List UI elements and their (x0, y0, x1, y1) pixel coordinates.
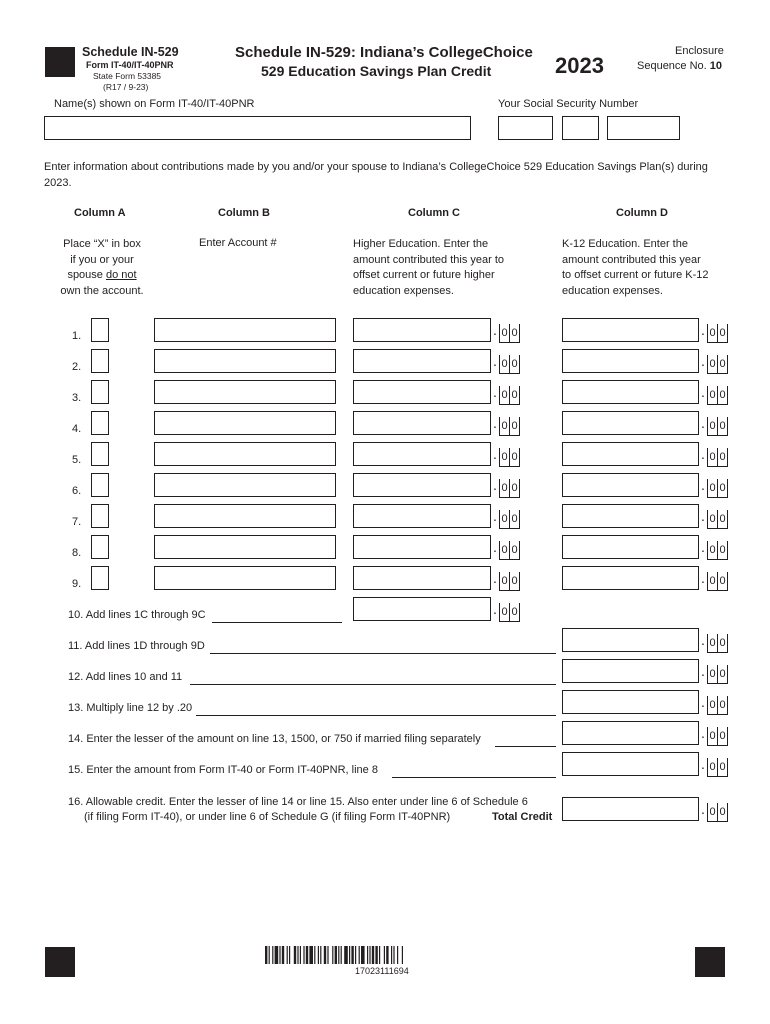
cents-digit: 0 (717, 572, 728, 591)
cents-digit: 0 (509, 479, 520, 498)
column-a-checkbox[interactable] (91, 442, 109, 466)
column-d-amount-input[interactable] (562, 380, 699, 404)
decimal-point: . (493, 415, 497, 431)
barcode-bar (393, 946, 394, 964)
barcode-bars (265, 946, 505, 964)
line-14-cents: . 0 0 (699, 721, 728, 745)
line-11-label: 11. Add lines 1D through 9D (68, 640, 205, 652)
row-number: 4. (72, 423, 82, 435)
cents-digit: 0 (509, 417, 520, 436)
line-11-cents: . 0 0 (699, 628, 728, 652)
line-13-cents: . 0 0 (699, 690, 728, 714)
cents-digit: 0 (509, 386, 520, 405)
cents-digit: 0 (717, 355, 728, 374)
row-number: 2. (72, 361, 82, 373)
cents-digit: 0 (509, 510, 520, 529)
column-b-account-input[interactable] (154, 504, 336, 528)
barcode-bar (391, 946, 392, 964)
sequence-number: 10 (709, 60, 723, 72)
barcode-bar (397, 946, 398, 964)
cents-digit: 0 (499, 417, 509, 436)
ssn-input-part2[interactable] (562, 116, 599, 140)
line-15-label: 15. Enter the amount from Form IT-40 or Form IT-40PNR, line 8 (68, 764, 378, 776)
line-10-leader (212, 622, 342, 623)
tax-year: 2023 (555, 53, 604, 78)
column-d-cents (699, 504, 728, 528)
registration-mark-top-left (45, 47, 75, 77)
column-b-account-input[interactable] (154, 442, 336, 466)
cents-digit: 0 (717, 479, 728, 498)
barcode-bar (341, 946, 342, 964)
row-number: 6. (72, 485, 82, 497)
line-10-cents: . 0 0 (491, 597, 520, 621)
cents-digit: 0 (707, 479, 717, 498)
names-input[interactable] (44, 116, 471, 140)
page-title-line1: Schedule IN-529: Indiana’s CollegeChoice (235, 44, 533, 61)
cents-digit: 0 (707, 572, 717, 591)
line-10-input[interactable] (353, 597, 491, 621)
column-c-description: Higher Education. Enter the amount contributed this year to offset current or future higher education expenses. (353, 238, 505, 297)
barcode-bar (314, 946, 315, 964)
barcode-bar (303, 946, 304, 964)
cents-digit: 0 (707, 448, 717, 467)
cents-digit: 0 (707, 417, 717, 436)
column-a-checkbox[interactable] (91, 473, 109, 497)
barcode-bar (282, 946, 284, 964)
barcode-bar (349, 946, 350, 964)
column-d-amount-input[interactable] (562, 318, 699, 342)
decimal-point: . (493, 384, 497, 400)
line-13-label: 13. Multiply line 12 by .20 (68, 702, 193, 714)
row-number: 3. (72, 392, 82, 404)
cents-digit: 0 (499, 448, 509, 467)
cents-digit: 0 (707, 324, 717, 343)
barcode-bar (297, 946, 298, 964)
sequence-label: Sequence No. 10 (637, 60, 723, 72)
barcode-bar (335, 946, 337, 964)
column-b-account-input[interactable] (154, 349, 336, 373)
line-16-label-cont: (if filing Form IT-40), or under line 6 of Schedule G (if filing Form IT-40PNR) (84, 811, 451, 823)
barcode-bar (355, 946, 356, 964)
line-16-input[interactable] (562, 797, 699, 821)
barcode-bar (272, 946, 273, 964)
column-d-amount-input[interactable] (562, 504, 699, 528)
barcode-bar (386, 946, 388, 964)
line-12-label: 12. Add lines 10 and 11 (68, 671, 183, 683)
line-12-cents: . 0 0 (699, 659, 728, 683)
column-d-amount-input[interactable] (562, 349, 699, 373)
column-d-cents (699, 349, 728, 373)
row-number: 9. (72, 578, 82, 590)
decimal-point: . (701, 322, 705, 338)
column-d-amount-input[interactable] (562, 535, 699, 559)
ssn-input-part3[interactable] (607, 116, 680, 140)
cents-digit: 0 (499, 386, 509, 405)
column-c-amount-input[interactable] (353, 566, 491, 590)
cents-digit: 0 (707, 386, 717, 405)
column-d-amount-input[interactable] (562, 442, 699, 466)
barcode-bar (327, 946, 328, 964)
revision: (R17 / 9-23) (103, 82, 149, 92)
barcode-bar (279, 946, 280, 964)
column-d-cents (699, 442, 728, 466)
barcode-bar (402, 946, 403, 964)
column-c-amount-input[interactable] (353, 442, 491, 466)
cents-digit: 0 (499, 541, 509, 560)
column-a-heading: Column A (74, 207, 126, 219)
cents-digit: 0 (717, 541, 728, 560)
barcode-bar (324, 946, 326, 964)
cents-digit: 0 (707, 355, 717, 374)
line-12-input[interactable] (562, 659, 699, 683)
decimal-point: . (493, 477, 497, 493)
column-b-account-input[interactable] (154, 318, 336, 342)
barcode-bar (379, 946, 380, 964)
barcode (265, 946, 505, 964)
schedule-label: Schedule IN-529 (82, 45, 179, 59)
barcode-bar (375, 946, 377, 964)
column-d-amount-input[interactable] (562, 411, 699, 435)
column-d-cents (699, 318, 728, 342)
column-c-amount-input[interactable] (353, 504, 491, 528)
column-a-checkbox[interactable] (91, 411, 109, 435)
column-d-cents (699, 566, 728, 590)
form-line: Form IT-40/IT-40PNR (86, 60, 174, 70)
column-c-amount-input[interactable] (353, 535, 491, 559)
line-14-leader (495, 746, 556, 747)
column-a-checkbox[interactable] (91, 349, 109, 373)
barcode-bar (320, 946, 321, 964)
total-credit-label: Total Credit (492, 811, 553, 823)
decimal-point: . (701, 353, 705, 369)
barcode-bar (287, 946, 288, 964)
barcode-bar (294, 946, 296, 964)
line-11-leader (210, 653, 556, 654)
column-c-cents (491, 318, 520, 342)
cents-digit: 0 (707, 510, 717, 529)
cents-digit: 0 (717, 386, 728, 405)
column-c-heading: Column C (408, 207, 460, 219)
column-c-amount-input[interactable] (353, 411, 491, 435)
barcode-bar (367, 946, 368, 964)
cents-digit: 0 (717, 448, 728, 467)
column-d-amount-input[interactable] (562, 473, 699, 497)
column-d-cents (699, 473, 728, 497)
column-c-amount-input[interactable] (353, 380, 491, 404)
column-d-cents (699, 380, 728, 404)
barcode-number: 17023111694 (355, 966, 409, 976)
page-title-line2: 529 Education Savings Plan Credit (261, 63, 492, 79)
column-a-checkbox[interactable] (91, 380, 109, 404)
column-b-description: Enter Account # (199, 237, 277, 249)
column-c-cents (491, 380, 520, 404)
line-16-cents: . 0 0 (699, 797, 728, 821)
cents-digit: 0 (499, 324, 509, 343)
decimal-point: . (493, 539, 497, 555)
decimal-point: . (701, 508, 705, 524)
barcode-bar (289, 946, 290, 964)
cents-digit: 0 (509, 572, 520, 591)
barcode-bar (372, 946, 374, 964)
cents-digit: 0 (717, 417, 728, 436)
decimal-point: . (701, 446, 705, 462)
decimal-point: . (493, 570, 497, 586)
barcode-bar (306, 946, 308, 964)
decimal-point: . (493, 446, 497, 462)
column-d-amount-input[interactable] (562, 566, 699, 590)
cents-digit: 0 (707, 541, 717, 560)
column-b-account-input[interactable] (154, 380, 336, 404)
column-c-cents (491, 473, 520, 497)
row-number: 5. (72, 454, 82, 466)
line-14-input[interactable] (562, 721, 699, 745)
column-a-checkbox[interactable] (91, 535, 109, 559)
decimal-point: . (493, 322, 497, 338)
barcode-bar (269, 946, 270, 964)
column-a-checkbox[interactable] (91, 504, 109, 528)
barcode-bar (309, 946, 313, 964)
line-12-leader (190, 684, 556, 685)
cents-digit: 0 (499, 572, 509, 591)
barcode-bar (359, 946, 360, 964)
column-c-cents (491, 566, 520, 590)
barcode-bar (275, 946, 279, 964)
column-c-amount-input[interactable] (353, 349, 491, 373)
column-b-account-input[interactable] (154, 535, 336, 559)
barcode-bar (300, 946, 301, 964)
column-d-cents (699, 411, 728, 435)
column-c-cents (491, 504, 520, 528)
decimal-point: . (493, 508, 497, 524)
registration-mark-bottom-left (45, 947, 75, 977)
column-a-checkbox[interactable] (91, 318, 109, 342)
column-c-amount-input[interactable] (353, 473, 491, 497)
line-13-leader (196, 715, 556, 716)
column-c-cents (491, 442, 520, 466)
line-14-label: 14. Enter the lesser of the amount on line 13, 1500, or 750 if married filing separately (68, 733, 481, 745)
barcode-bar (351, 946, 353, 964)
state-form: State Form 53385 (93, 71, 162, 81)
decimal-point: . (493, 353, 497, 369)
decimal-point: . (701, 539, 705, 555)
barcode-bar (318, 946, 319, 964)
instructions: Enter information about contributions made by you and/or your spouse to Indiana’s CollegeChoice 529 Education Savings Plan(s) during 2023. (44, 161, 708, 189)
cents-digit: 0 (499, 479, 509, 498)
line-11-input[interactable] (562, 628, 699, 652)
cents-digit: 0 (509, 448, 520, 467)
column-c-amount-input[interactable] (353, 318, 491, 342)
column-b-account-input[interactable] (154, 566, 336, 590)
cents-digit: 0 (499, 510, 509, 529)
line-15-input[interactable] (562, 752, 699, 776)
column-b-account-input[interactable] (154, 411, 336, 435)
ssn-input-part1[interactable] (498, 116, 553, 140)
column-a-description: Place “X” in box if you or your spouse do not own the account. (60, 238, 144, 297)
row-number: 1. (72, 330, 82, 342)
cents-digit: 0 (717, 510, 728, 529)
column-c-cents (491, 535, 520, 559)
decimal-point: . (701, 570, 705, 586)
cents-digit: 0 (717, 324, 728, 343)
cents-digit: 0 (509, 355, 520, 374)
column-c-cents (491, 349, 520, 373)
barcode-bar (332, 946, 333, 964)
column-b-account-input[interactable] (154, 473, 336, 497)
ssn-label: Your Social Security Number (498, 98, 639, 110)
row-number: 7. (72, 516, 82, 528)
cents-digit: 0 (499, 355, 509, 374)
barcode-bar (384, 946, 385, 964)
barcode-bar (265, 946, 267, 964)
line-15-cents: . 0 0 (699, 752, 728, 776)
cents-digit: 0 (509, 541, 520, 560)
line-13-input[interactable] (562, 690, 699, 714)
line-16-label: 16. Allowable credit. Enter the lesser of line 14 or line 15. Also enter under line 6 of Schedule 6 (68, 796, 528, 808)
barcode-bar (338, 946, 339, 964)
cents-digit: 0 (509, 324, 520, 343)
column-d-description: K-12 Education. Enter the amount contributed this year to offset current or future K-12 education expenses. (562, 238, 709, 297)
registration-mark-bottom-right (695, 947, 725, 977)
row-number: 8. (72, 547, 82, 559)
decimal-point: . (701, 477, 705, 493)
decimal-point: . (701, 384, 705, 400)
barcode-bar (344, 946, 348, 964)
barcode-bar (369, 946, 370, 964)
column-a-checkbox[interactable] (91, 566, 109, 590)
column-d-heading: Column D (616, 207, 668, 219)
enclosure-label: Enclosure (675, 45, 724, 57)
column-d-cents (699, 535, 728, 559)
line-15-leader (392, 777, 556, 778)
line-10-label: 10. Add lines 1C through 9C (68, 609, 206, 621)
decimal-point: . (701, 415, 705, 431)
column-c-cents (491, 411, 520, 435)
column-b-heading: Column B (218, 207, 270, 219)
barcode-bar (361, 946, 365, 964)
names-label: Name(s) shown on Form IT-40/IT-40PNR (54, 98, 255, 110)
